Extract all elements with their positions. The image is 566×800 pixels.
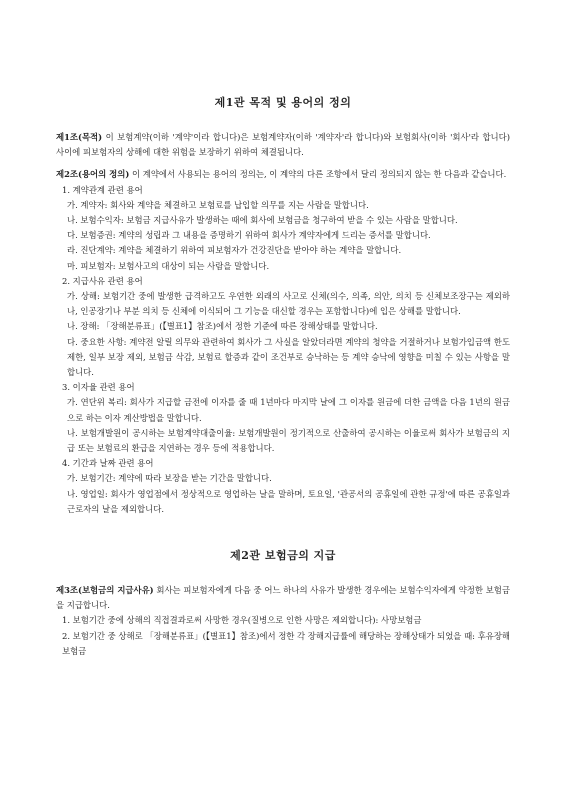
article-3 — [56, 583, 510, 613]
article-2-text: 이 계약에서 사용되는 용어의 정의는, 이 계약의 다른 조항에서 달리 정의되지 않는 한 다음과 같습니다. — [129, 169, 507, 180]
article-2-item: 4. 기간과 날짜 관련 용어 — [62, 458, 154, 469]
article-2-item: 나. 영업일: 회사가 영업점에서 정상적으로 영업하는 날을 말하며, 토요일, '관공서의 공휴일에 관한 규정'에 따른 공휴일과 근로자의 날을 제외합니다. — [67, 488, 510, 514]
chapter-2-title: 제2관 보험금의 지급 — [230, 549, 336, 563]
article-2 — [56, 167, 510, 182]
article-2-item: 가. 계약자: 회사와 계약을 체결하고 보험료를 납입할 의무를 지는 사람을 말합니다. — [67, 199, 369, 210]
article-2-item: 가. 보험기간: 계약에 따라 보장을 받는 기간을 말합니다. — [67, 473, 272, 484]
article-2-item: 1. 계약관계 관련 용어 — [62, 184, 143, 195]
chapter-1-title: 제1관 목적 및 용어의 정의 — [214, 96, 352, 109]
article-2-item: 나. 장해: 「장해분류표」(【별표1】참조)에서 정한 기준에 따른 장해상태를 말합니다. — [67, 321, 378, 332]
article-2-item: 2. 지급사유 관련 용어 — [62, 275, 143, 286]
article-2-item: 라. 진단계약: 계약을 체결하기 위하여 피보험자가 건강진단을 받아야 하는 계약을 말합니다. — [67, 245, 402, 256]
article-2-item: 나. 보험수익자: 보험금 지급사유가 발생하는 때에 회사에 보험금을 청구하여 받을 수 있는 사람을 말합니다. — [67, 215, 458, 226]
article-2-item: 가. 연단위 복리: 회사가 지급할 금전에 이자를 줄 때 1년마다 마지막 날에 그 이자를 원금에 더한 금액을 다음 1년의 원금으로 하는 이자 계산방법을 말합니다. — [67, 397, 510, 423]
article-3-item: 1. 보험기간 중에 상해의 직접결과로써 사망한 경우(질병으로 인한 사망은 제외합니다): 사망보험금 — [62, 615, 422, 626]
article-1-text: 이 보험계약(이하 '계약'이라 합니다)은 보험계약자(이하 '계약자'라 합니다)와 보험회사(이하 '회사'라 합니다) 사이에 피보험자의 상해에 대한 위험을 보장하기 위하여 체결됩니다. — [56, 132, 510, 158]
article-3-text: 회사는 피보험자에게 다음 중 어느 하나의 사유가 발생한 경우에는 보험수익자에게 약정한 보험금을 지급합니다. — [56, 585, 510, 611]
article-1 — [56, 130, 510, 160]
article-2-item: 다. 보험증권: 계약의 성립과 그 내용을 증명하기 위하여 회사가 계약자에게 드리는 증서를 말합니다. — [67, 230, 431, 241]
article-3-heading: 제3조(보험금의 지급사유) — [56, 585, 154, 596]
article-2-heading: 제2조(용어의 정의) — [56, 169, 130, 180]
article-3-item: 2. 보험기간 중 상해로 「장해분류표」(【별표1】참조)에서 정한 각 장해지급률에 해당하는 장해상태가 되었을 때: 후유장해보험금 — [62, 630, 510, 656]
article-2-item: 다. 중요한 사항: 계약전 알릴 의무와 관련하여 회사가 그 사실을 알았더라면 계약의 청약을 거절하거나 보험가입금액 한도 제한, 일부 보장 제외, 보험금 삭감, 보험료 할증과 같이 조건부로 승낙하는 등 계약 승낙에 영향을 미칠 수 있는 사항을 말합니다. — [67, 336, 510, 378]
article-1-heading: 제1조(목적) — [56, 132, 103, 142]
article-2-item: 나. 보험개발원이 공시하는 보험계약대출이율: 보험개발원이 정기적으로 산출하여 공시하는 이율로써 회사가 보험금의 지급 또는 보험료의 환급을 지연하는 경우 등에 적용합니다. — [67, 427, 510, 454]
article-2-item: 마. 피보험자: 보험사고의 대상이 되는 사람을 말합니다. — [67, 260, 270, 271]
article-2-item: 3. 이자율 관련 용어 — [62, 382, 135, 393]
article-2-item: 가. 상해: 보험기간 중에 발생한 급격하고도 우연한 외래의 사고로 신체(의수, 의족, 의안, 의치 등 신체보조장구는 제외하나, 인공장기나 부분 의치 등 신체에 이식되어 그 기능을 대신할 경우는 포함합니다)에 입은 상해를 말합니다. — [67, 291, 510, 317]
